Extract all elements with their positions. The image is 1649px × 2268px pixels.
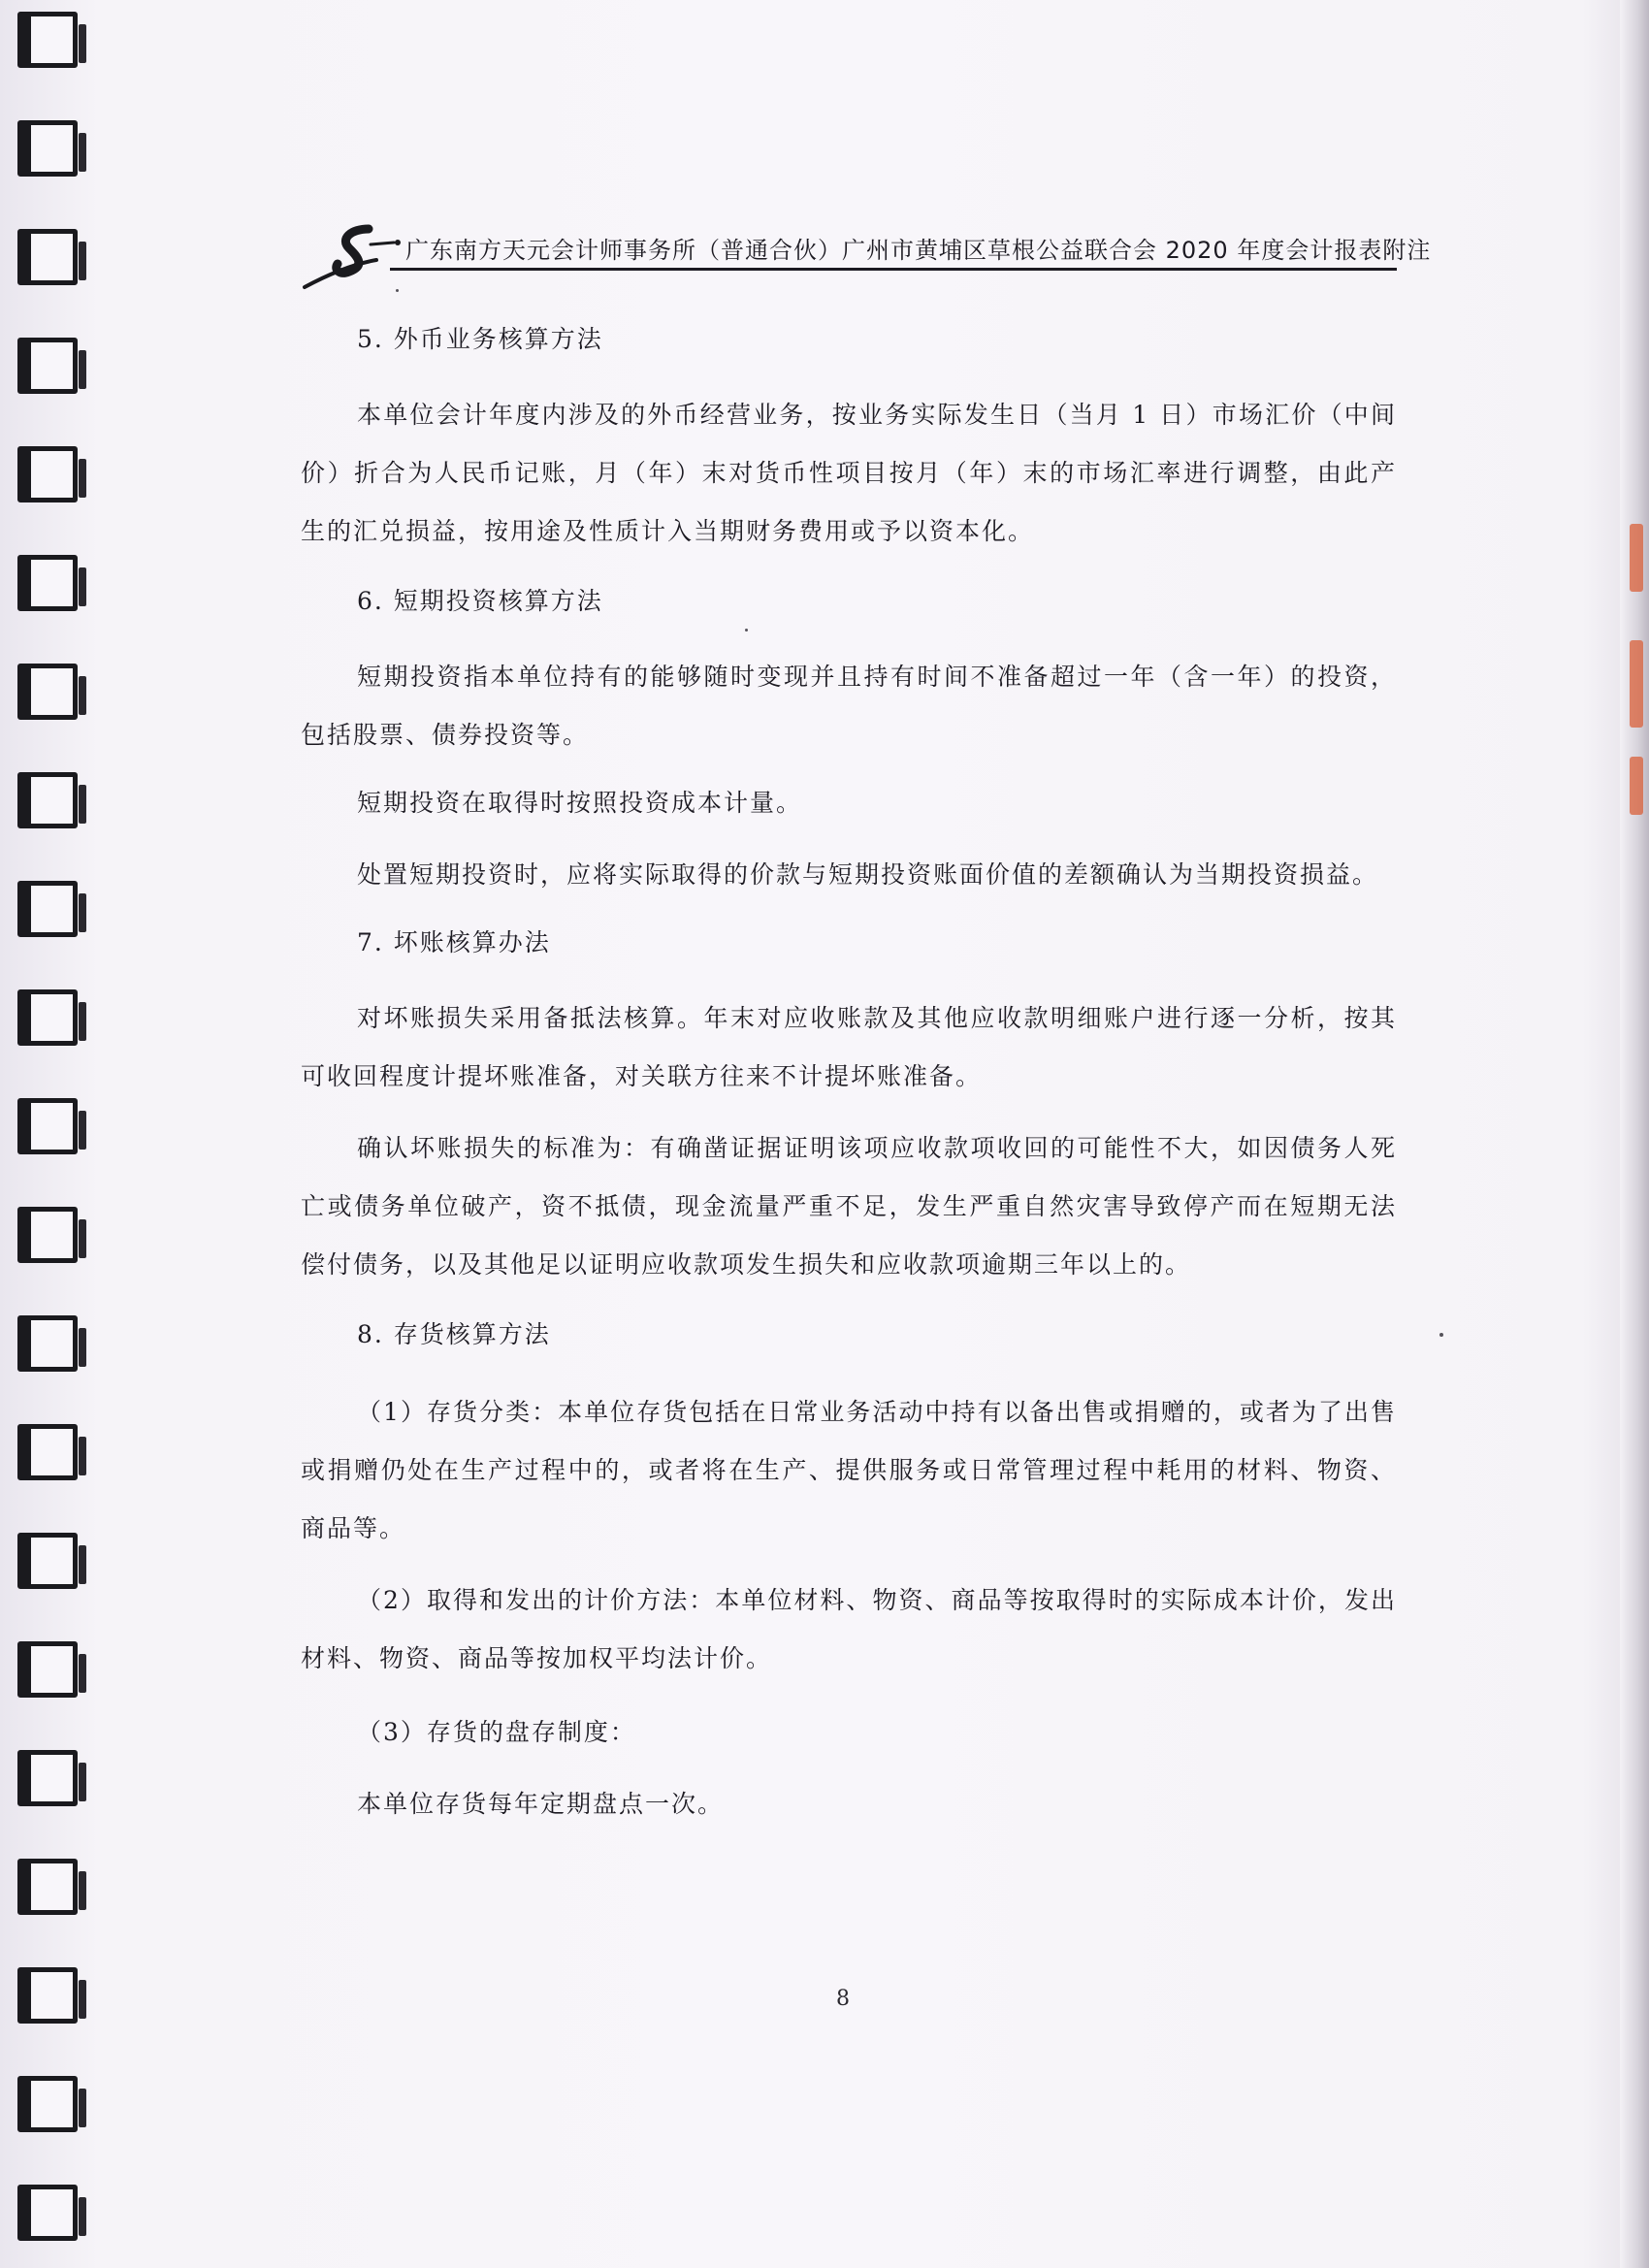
binding-ring	[17, 1207, 78, 1263]
paragraph: 对坏账损失采用备抵法核算。年末对应收账款及其他应收款明细账户进行逐一分析，按其可收回程度计提坏账准备，对关联方往来不计提坏账准备。	[301, 1004, 1397, 1090]
section-heading: 6. 短期投资核算方法	[357, 587, 603, 615]
binding-ring	[17, 120, 78, 177]
section-heading: 7. 坏账核算办法	[357, 928, 551, 956]
binding-ring	[17, 2185, 78, 2241]
red-seal-fragment	[1630, 524, 1643, 592]
section-heading: 5. 外币业务核算方法	[357, 325, 603, 353]
page-number: 8	[836, 1987, 850, 2011]
binding-ring	[17, 1641, 78, 1698]
paragraph: 确认坏账损失的标准为：有确凿证据证明该项应收款项收回的可能性不大，如因债务人死亡或债务单位破产，资不抵债，现金流量严重不足，发生严重自然灾害导致停产而在短期无法偿付债务，以及其他足以证明应收款项发生损失和应收款项逾期三年以上的。	[301, 1134, 1397, 1279]
red-seal-fragment	[1630, 757, 1643, 815]
scan-speck	[745, 629, 748, 632]
paragraph: 本单位存货每年定期盘点一次。	[357, 1790, 725, 1818]
scan-speck	[1439, 1333, 1443, 1337]
paragraph: 处置短期投资时，应将实际取得的价款与短期投资账面价值的差额确认为当期投资损益。	[357, 860, 1379, 889]
page-edge	[1620, 0, 1649, 2268]
binding-ring	[17, 12, 78, 68]
binding-ring	[17, 2076, 78, 2132]
header-rule	[390, 268, 1397, 271]
paragraph: （2）取得和发出的计价方法：本单位材料、物资、商品等按取得时的实际成本计价，发出材料、物资、商品等按加权平均法计价。	[301, 1586, 1397, 1672]
binding-ring	[17, 1750, 78, 1806]
binding-ring	[17, 1859, 78, 1915]
paragraph: （3）存货的盘存制度：	[357, 1718, 636, 1746]
firm-logo-icon	[301, 215, 407, 293]
binding-ring	[17, 446, 78, 502]
binding-ring	[17, 1424, 78, 1480]
page-header	[301, 215, 1432, 293]
binding-ring	[17, 338, 78, 394]
binding-ring	[17, 664, 78, 720]
paragraph: 短期投资在取得时按照投资成本计量。	[357, 789, 803, 817]
binding-ring	[17, 229, 78, 285]
section-heading: 8. 存货核算方法	[357, 1320, 551, 1348]
binding-ring	[17, 1533, 78, 1589]
paragraph: 本单位会计年度内涉及的外币经营业务，按业务实际发生日（当月 1 日）市场汇价（中间价）折合为人民币记账，月（年）末对货币性项目按月（年）末的市场汇率进行调整，由此产生的汇兑损益，按用途及性质计入当期财务费用或予以资本化。	[301, 401, 1397, 545]
paragraph: （1）存货分类：本单位存货包括在日常业务活动中持有以备出售或捐赠的，或者为了出售或捐赠仍处在生产过程中的，或者将在生产、提供服务或日常管理过程中耗用的材料、物资、商品等。	[301, 1398, 1397, 1542]
binding-ring	[17, 1315, 78, 1372]
scan-speck	[396, 289, 399, 292]
binding-ring	[17, 881, 78, 937]
binding-ring	[17, 1967, 78, 2024]
binding-ring	[17, 555, 78, 611]
red-seal-fragment	[1630, 640, 1643, 728]
spiral-binding	[0, 0, 107, 2268]
binding-ring	[17, 989, 78, 1046]
header-title: 广东南方天元会计师事务所（普通合伙）广州市黄埔区草根公益联合会 2020 年度会计报表附注	[405, 237, 1432, 264]
paragraph: 短期投资指本单位持有的能够随时变现并且持有时间不准备超过一年（含一年）的投资，包括股票、债券投资等。	[301, 663, 1397, 749]
binding-ring	[17, 1098, 78, 1154]
binding-ring	[17, 772, 78, 828]
